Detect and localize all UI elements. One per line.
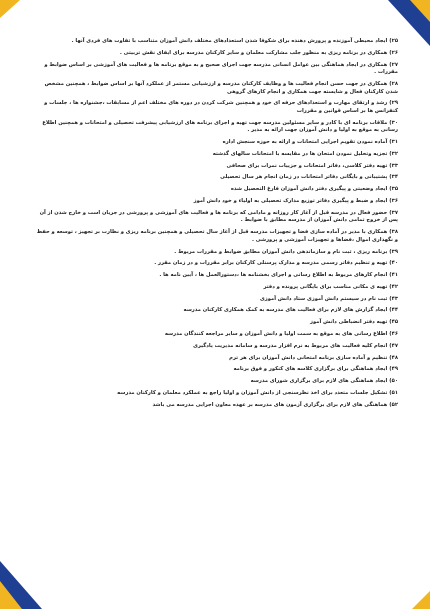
yellow-corner-shape <box>0 0 20 18</box>
duties-list <box>34 38 398 413</box>
list-item: ۴۲)تهیه ی مکانی مناسب برای بایگانی پرونده و دفتر <box>263 283 398 290</box>
list-item: ۳۰)ملاقات برنامه ای با کادر و سایر مسئولین مدرسه جهت تهیه و اجرای برنامه های ارزشیابی پیشرفت تحصیلی و امتحانات و همچنین اطلاع رسانی به موقع به اولیا و دانش آموزان جهت ارائه به مدیر . <box>42 119 398 134</box>
list-item: ۲۹)رشد و ارتقای مهارت و استعدادهای حرفه ای خود و همچنین شرکت کردن در دوره های مختلف اعم از مسابقات ،جشنواره ها ، جلسات و کنفرانس ها بر اساس قوانین و مقررات <box>44 100 398 114</box>
yellow-corner-shape <box>412 591 430 609</box>
list-item: ۳۸)همکاری با مدیر در آماده سازی فضا و تجهیزات مدرسه قبل از آغاز سال تحصیلی و همچنین برنامه ریزی و نظارت بر تجهیز ، توسعه و حفظ و نگهداری اموال ،فضاها و تجهیزات آموزشی و پرورشی . <box>36 229 398 243</box>
list-item: ۴۶)اطلاع رسانی های به موقع به سمت اولیا و دانش آموزان و سایر مراجعه کنندگان مدرسه <box>164 330 398 337</box>
list-item: ۲۶)همکاری در برنامه ریزی به منظور جلب مشارکت معلمان و سایر کارکنان مدرسه برای ایفای نقش تربیتی . <box>119 49 398 56</box>
top-left-corner-decoration <box>0 0 22 22</box>
list-item: ۳۱)آماده نمودن تقویم اجرایی امتحانات و ارائه به حوزه سنجش اداره <box>222 139 398 146</box>
list-item: ۳۲)تجزیه وتحلیل نمودن امتحان ها در مقایسه با امتحانات سالهای گذشته <box>212 150 398 157</box>
list-item: ۲۷)همکاری در ایجاد هماهنگی بین عوامل انسانی مدرسه جهت اجرای صحیح و به موقع برنامه ها و فعالیت های آموزشی بر اساس ضوابط و مقررات . <box>44 61 398 76</box>
list-item: ۴۴)ایجاد گزارش های لازم برای فعالیت های مدرسه به کمک همکاری کارکنان مدرسه <box>183 307 398 314</box>
list-item: ۴۳)ثبت نام در سیستم دانش آموزی ستاد دانش آموزی <box>260 295 398 302</box>
list-item: ۴۵)تهیه دفتر انضباطی دانش آموز <box>310 319 398 326</box>
list-item: ۴۰)تهیه و تنظیم دفاتر رسمی مدرسه و مدارک پرسنلی کارکنان برابر مقررات و در زمان مقرر . <box>154 260 398 267</box>
bottom-right-corner-decoration <box>408 587 430 609</box>
list-item: ۵۱)تشکیل جلسات متعدد برای اخذ نظرسنجی از دانش آموزان و اولیا راجع به عملکرد معلمان و کارکنان مدرسه <box>117 389 398 396</box>
list-item: ۳۵)ایجاد وضعیتی و پیگیری دفتر دانش آموزان فارغ التحصیل شده <box>230 186 398 193</box>
list-item: ۴۹)ایجاد هماهنگی برای برگزاری کلاسه های کنکور و فوق برنامه <box>233 366 398 373</box>
list-item: ۵۰)ایجاد هماهنگی های لازم برای برگزاری شورای مدرسه <box>250 378 398 385</box>
list-item: ۳۳)تهیه دفتر کلاسی، دفاتر امتحانات و جزییات نمرات برای صحافی <box>226 162 398 169</box>
list-item: ۲۵)ایجاد محیطی آموزنده و پرورش دهنده برای شکوفا شدن استعدادهای مختلف دانش آموزان متناسب با تفاوت های فردی آنها . <box>71 38 398 44</box>
list-item: ۳۹)برنامه ریزی ، ثبت نام و سازماندهی دانش آموزان مطابق ضوابط و مقررات مربوط . <box>174 248 398 255</box>
list-item: ۵۲)هماهنگی های لازم برای برگزاری آزمون های مدرسه بر عهده معاون اجرایی مدرسه می باشد <box>152 401 398 408</box>
list-item: ۴۸)تنظیم و آماده سازی برنامه امتحانی دانش آموزان برای هر ترم <box>229 354 398 361</box>
list-item: ۳۴)پشتیبانی و بایگانی دفاتر امتحانات در زمان انجام هر سال تحصیلی <box>220 174 398 181</box>
list-item: ۳۷)حضور فعال در مدرسه قبل از آغاز کار روزانه و مادامی که برنامه ها و فعالیت های آموزشی و پرورشی در جریان است و خارج شدن از آن پس از خروج تمامی دانش آموزان از مدرسه مطابق با ضوابط . <box>39 209 398 224</box>
list-item: ۲۸)همکاری در جهت حسن انجام فعالیت ها و وظایف کارکنان مدرسه و ارزشیابی مستمر از عملکرد آنها بر اساس ضوابط ، همچنین مشخص شدن کارکنان فعال و شایسته جهت همکاری و انجام کارهای گروهی <box>44 80 398 95</box>
list-item: ۴۷)انجام کلیه فعالیت های مربوط به نرم افزار مدرسه و سامانه مدیریت یادگیری <box>193 342 398 349</box>
bottom-left-corner-decoration <box>0 539 60 609</box>
list-item: ۳۶)ایجاد و ضبط و پیگیری دفاتر توزیع مدارک تحصیلی به اولیاء و خود دانش آموز <box>193 197 398 204</box>
list-item: ۴۱)انجام کارهای مربوط به اطلاع رسانی و اجرای بخشنامه ها ،دستورالعمل ها ، آیین نامه ها . <box>159 272 398 279</box>
